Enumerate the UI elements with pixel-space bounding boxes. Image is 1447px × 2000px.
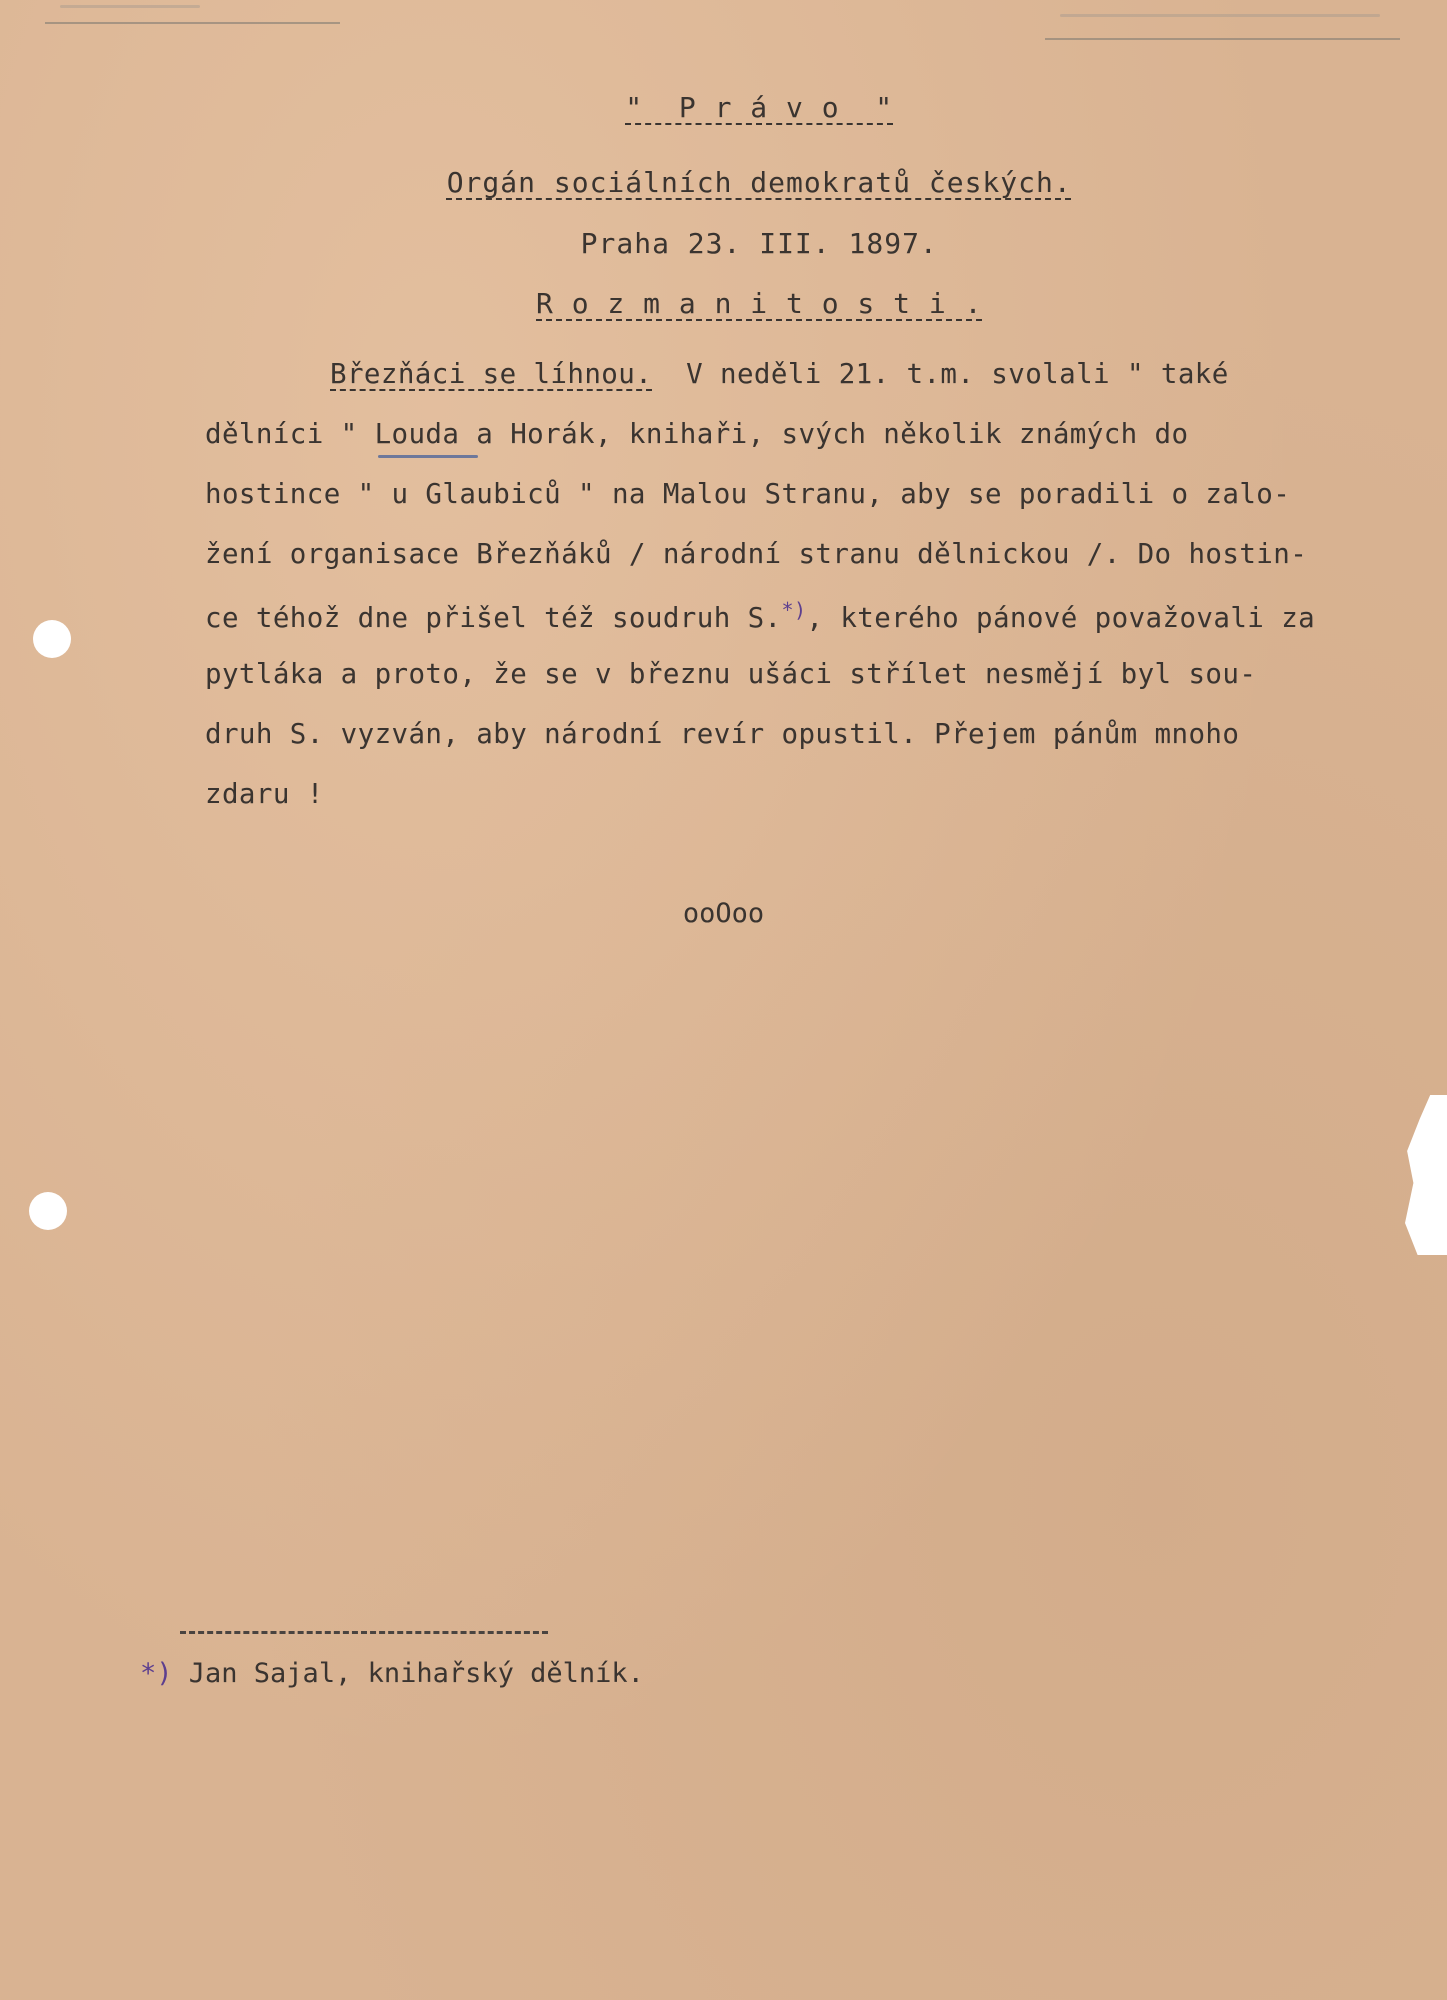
punch-hole	[33, 620, 71, 658]
article-line-text: zdaru !	[205, 778, 324, 810]
footnote-rule	[180, 1631, 548, 1634]
article-line-text: pytláka a proto, že se v březnu ušáci střílet nesmějí byl sou-	[205, 658, 1257, 690]
ornament-divider: ooOoo	[682, 898, 765, 929]
punch-hole	[29, 1192, 67, 1230]
footnote-marker: *)	[781, 598, 807, 622]
article-line-text: dělníci " Louda a Horák, knihaři, svých několik známých do	[205, 418, 1189, 450]
faint-handwriting	[60, 5, 200, 8]
article-line	[205, 778, 324, 810]
top-rule	[45, 22, 340, 24]
pen-underline	[378, 455, 478, 458]
section-heading-text: R o z m a n i t o s t i .	[536, 287, 983, 320]
top-rule	[1045, 38, 1400, 40]
newspaper-subtitle-text: Orgán sociálních demokratů českých.	[446, 166, 1072, 199]
article-line-text: V neděli 21. t.m. svolali " také	[652, 358, 1229, 390]
article-line-text: ce téhož dne přišel též soudruh S.	[205, 602, 782, 635]
article-line	[205, 718, 1239, 750]
article-line-text: , kterého pánové považovali za	[806, 602, 1316, 635]
article-line	[205, 478, 1290, 510]
article-line-text: hostince " u Glaubiců " na Malou Stranu, aby se poradili o zalo-	[205, 478, 1291, 510]
article-line	[205, 658, 1256, 690]
article-line	[330, 358, 1229, 390]
article-heading: Březňáci se líhnou.	[330, 358, 653, 390]
torn-edge	[1405, 1095, 1447, 1255]
footnote	[140, 1658, 644, 1689]
faint-handwriting	[1060, 14, 1380, 17]
article-line	[205, 418, 1188, 450]
dateline-text: Praha 23. III. 1897.	[580, 227, 938, 260]
section-heading	[0, 254, 1447, 353]
article-line	[205, 538, 1307, 570]
footnote-marker: *)	[140, 1658, 173, 1689]
footnote-text: Jan Sajal, knihařský dělník.	[172, 1658, 644, 1689]
article-line	[205, 598, 1315, 634]
article-line-text: druh S. vyzván, aby národní revír opustil. Přejem pánům mnoho	[205, 718, 1240, 750]
newspaper-title-text: " P r á v o "	[625, 91, 894, 124]
article-line-text: žení organisace Březňáků / národní stranu dělnickou /. Do hostin-	[205, 538, 1308, 570]
